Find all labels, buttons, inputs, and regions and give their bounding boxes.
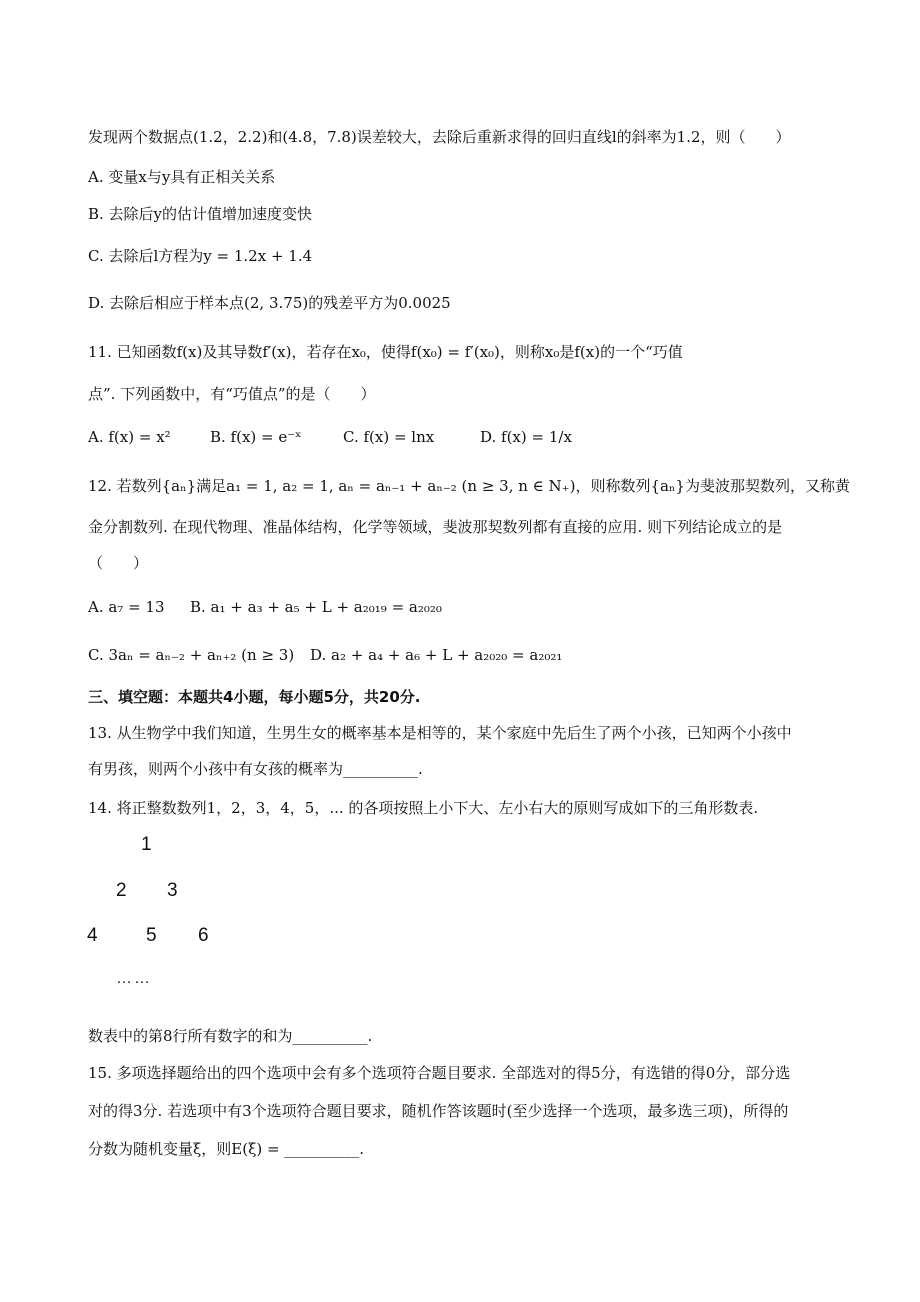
q10-stem: 发现两个数据点(1.2，2.2)和(4.8，7.8)误差较大，去除后重新求得的回归直线l的斜率为1.2，则（ ） [88, 128, 791, 146]
q10-option-a: A. 变量x与y具有正相关关系 [88, 168, 276, 186]
q13-line1: 13. 从生物学中我们知道，生男生女的概率基本是相等的，某个家庭中先后生了两个小孩，已知两个小孩中 [88, 724, 792, 742]
q12-option-d: D. a₂ + a₄ + a₆ + L + a₂₀₂₀ = a₂₀₂₁ [310, 646, 563, 664]
q15-line2: 对的得3分. 若选项中有3个选项符合题目要求，随机作答该题时(至少选择一个选项，最多选三项)，所得的 [88, 1102, 789, 1120]
q13-line2: 有男孩，则两个小孩中有女孩的概率为__________. [88, 760, 423, 778]
q14-line1: 14. 将正整数数列1，2，3，4，5，... 的各项按照上小下大、左小右大的原则写成如下的三角形数表. [88, 799, 759, 817]
q12-option-a: A. a₇ = 13 [88, 598, 165, 616]
triangle-cell: 5 [146, 925, 157, 946]
q12-stem-line3: （ ） [88, 554, 149, 572]
q12-option-c: C. 3aₙ = aₙ₋₂ + aₙ₊₂ (n ≥ 3) [88, 646, 295, 664]
triangle-cell: 6 [198, 925, 211, 946]
q15-line3: 分数为随机变量ξ，则E(ξ) = __________. [88, 1140, 365, 1158]
triangle-ellipsis: …… [116, 970, 152, 987]
triangle-cell: 4 [87, 925, 98, 946]
q11-option-c: C. f(x) = lnx [343, 428, 435, 446]
q11-option-b: B. f(x) = e⁻ˣ [210, 428, 302, 446]
section-heading: 三、填空题：本题共4小题，每小题5分，共20分. [88, 688, 421, 706]
q15-line1: 15. 多项选择题给出的四个选项中会有多个选项符合题目要求. 全部选对的得5分，有选错的得0分，部分选 [88, 1064, 791, 1082]
q12-stem-line1: 12. 若数列{aₙ}满足a₁ = 1, a₂ = 1, aₙ = aₙ₋₁ + aₙ₋₂ (n ≥ 3, n ∈ N₊)，则称数列{aₙ}为斐波那契数列，又称黄 [88, 477, 850, 495]
triangle-cell: 3 [167, 880, 178, 901]
q14-line2: 数表中的第8行所有数字的和为__________. [88, 1027, 373, 1045]
q11-stem-line1: 11. 已知函数f(x)及其导数f′(x)，若存在x₀，使得f(x₀) = f′(x₀)，则称x₀是f(x)的一个“巧值 [88, 343, 683, 361]
q11-option-d: D. f(x) = 1/x [480, 428, 572, 446]
q10-option-b: B. 去除后y的估计值增加速度变快 [88, 205, 313, 223]
q11-stem-line2: 点”. 下列函数中，有“巧值点”的是（ ） [88, 385, 376, 403]
q10-option-c: C. 去除后l方程为y = 1.2x + 1.4 [88, 247, 313, 265]
q11-option-a: A. f(x) = x² [88, 428, 171, 446]
q10-option-d: D. 去除后相应于样本点(2, 3.75)的残差平方为0.0025 [88, 294, 451, 312]
q12-option-b: B. a₁ + a₃ + a₅ + L + a₂₀₁₉ = a₂₀₂₀ [190, 598, 442, 616]
triangle-cell: 1 [141, 834, 152, 855]
triangle-cell: 2 [116, 880, 127, 901]
q12-stem-line2: 金分割数列. 在现代物理、准晶体结构，化学等领域，斐波那契数列都有直接的应用. 则下列结论成立的是 [88, 518, 783, 536]
